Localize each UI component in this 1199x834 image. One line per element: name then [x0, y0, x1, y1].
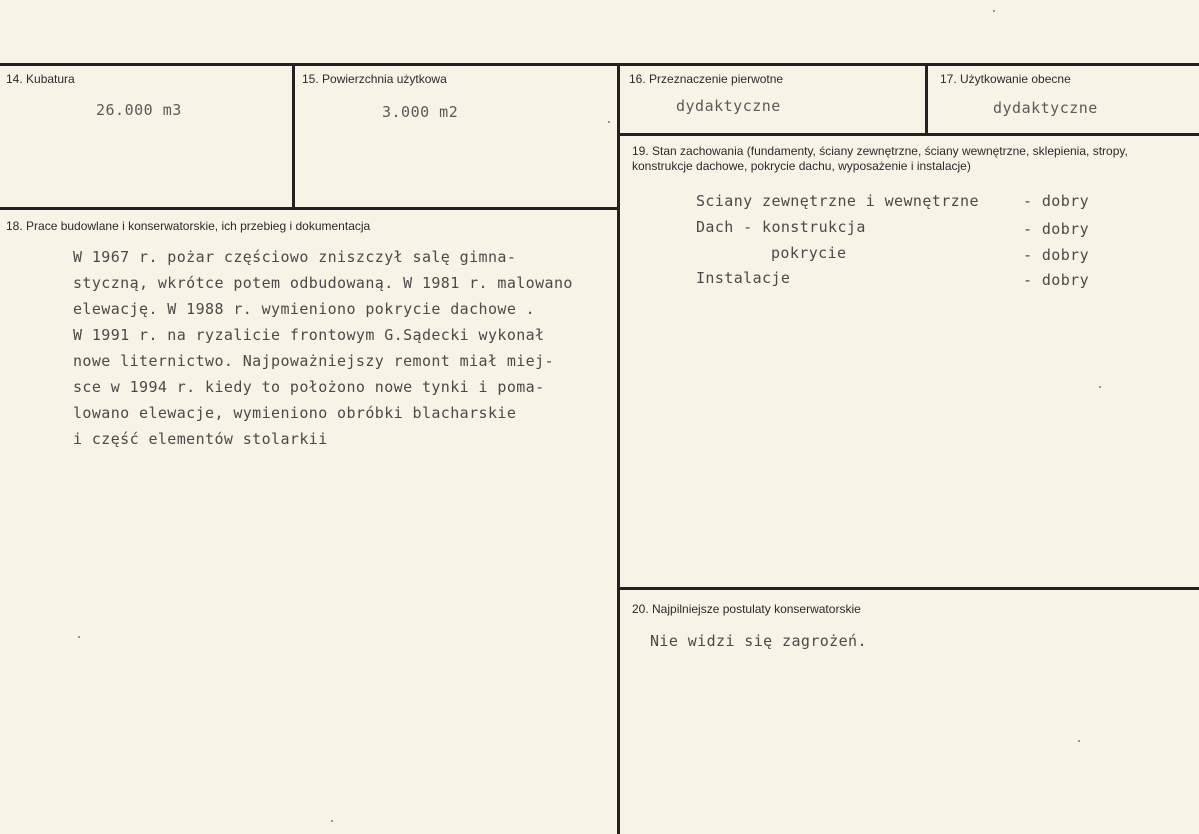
field-20-value: Nie widzi się zagrożeń.	[650, 632, 867, 650]
field-19-row-3-item: pokrycie	[771, 244, 847, 262]
field-19-row-4-status: - dobry	[1023, 271, 1090, 289]
field-16-label: 16. Przeznaczenie pierwotne	[629, 72, 784, 86]
paper-speck	[78, 636, 80, 638]
field-14-value: 26.000 m3	[96, 101, 182, 119]
field-18-line-4: W 1991 r. na ryzalicie frontowym G.Sądecki wykonał	[73, 326, 545, 344]
field-19-row-2-status: - dobry	[1023, 220, 1090, 238]
field-19-label: 19. Stan zachowania (fundamenty, ściany zewnętrzne, ściany wewnętrzne, sklepienia, stropy, konstrukcje dachowe, pokrycie dachu, wyposażenie i instalacje)	[632, 144, 1128, 173]
field-18-line-2: styczną, wkrótce potem odbudowaną. W 1981 r. malowano	[73, 274, 573, 292]
rule-under-14-15	[0, 207, 620, 210]
divider-14-15	[292, 63, 295, 209]
field-18-line-1: W 1967 r. pożar częściowo zniszczył salę gimna-	[73, 248, 517, 266]
field-19-row-2-item: Dach - konstrukcja	[696, 218, 866, 236]
paper-speck	[608, 121, 610, 123]
field-17-label: 17. Użytkowanie obecne	[940, 72, 1071, 86]
field-18-line-5: nowe liternictwo. Najpoważniejszy remont miał miej-	[73, 352, 554, 370]
field-18-line-6: sce w 1994 r. kiedy to położono nowe tynki i poma-	[73, 378, 545, 396]
center-divider	[617, 63, 620, 834]
field-20-label: 20. Najpilniejsze postulaty konserwatorskie	[632, 602, 861, 616]
field-19-row-4-item: Instalacje	[696, 269, 791, 287]
rule-under-16-17	[618, 133, 1199, 136]
field-19-row-1-status: - dobry	[1023, 192, 1090, 210]
paper-speck	[1099, 386, 1101, 388]
divider-16-17	[925, 63, 928, 135]
field-18-line-7: lowano elewacje, wymieniono obróbki blacharskie	[73, 404, 517, 422]
field-18-line-3: elewację. W 1988 r. wymieniono pokrycie dachowe .	[73, 300, 536, 318]
field-14-label: 14. Kubatura	[6, 72, 75, 86]
field-19-row-1-item: Sciany zewnętrzne i wewnętrzne	[696, 192, 979, 210]
field-18-line-8: i część elementów stolarkii	[73, 430, 328, 448]
field-17-value: dydaktyczne	[993, 99, 1098, 117]
field-16-value: dydaktyczne	[676, 97, 781, 115]
field-18-label: 18. Prace budowlane i konserwatorskie, ich przebieg i dokumentacja	[6, 219, 371, 233]
rule-above-20	[618, 587, 1199, 590]
field-15-label: 15. Powierzchnia użytkowa	[302, 72, 447, 86]
paper-speck	[331, 820, 333, 822]
top-rule	[0, 63, 1199, 66]
paper-speck	[993, 10, 995, 12]
field-15-value: 3.000 m2	[382, 103, 459, 121]
field-19-row-3-status: - dobry	[1023, 246, 1090, 264]
paper-speck	[1078, 740, 1080, 742]
